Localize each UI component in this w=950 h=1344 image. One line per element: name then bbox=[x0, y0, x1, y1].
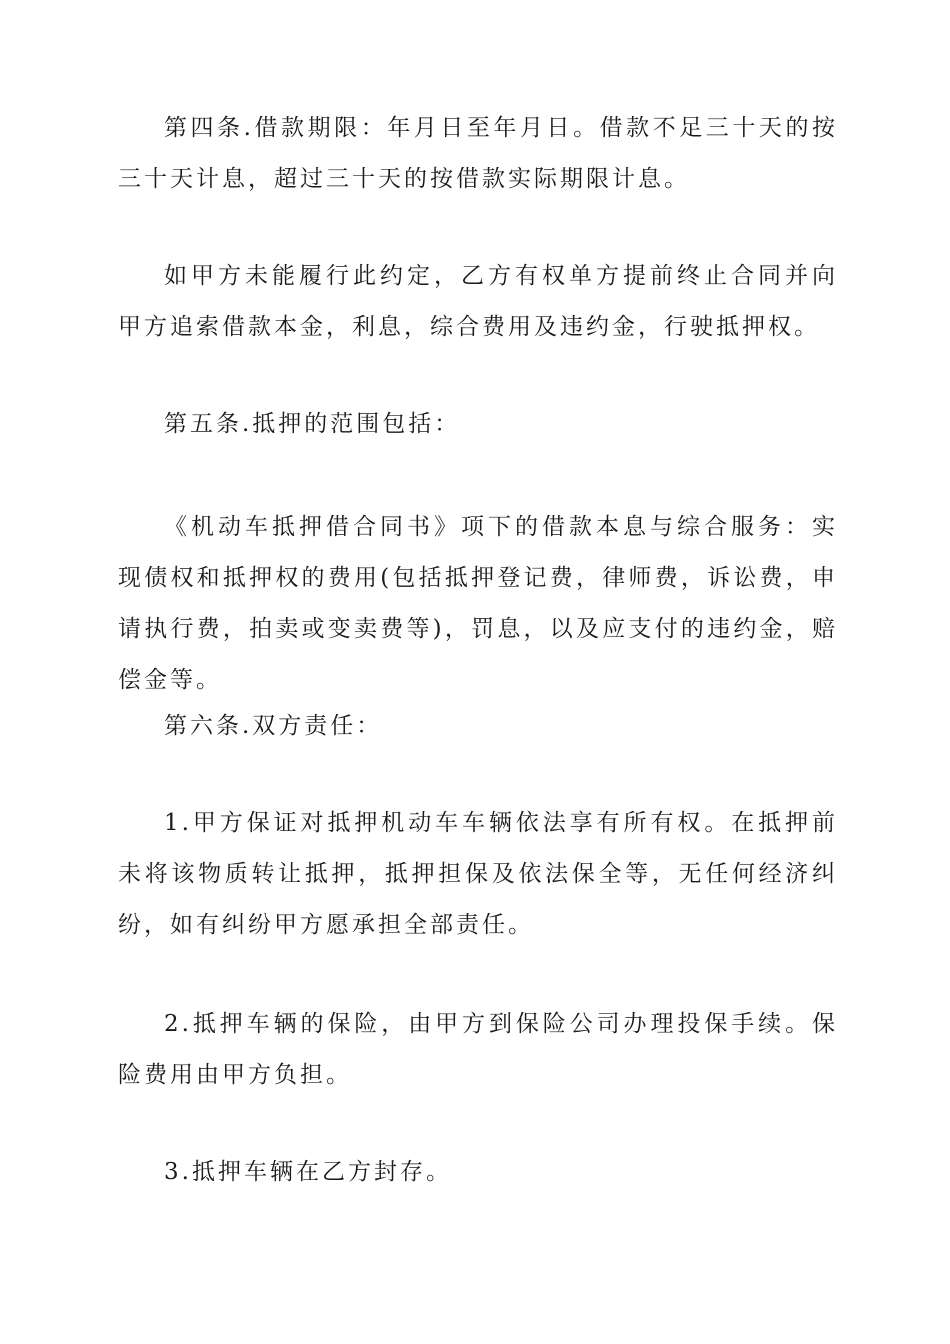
responsibility-item-2: 2.抵押车辆的保险，由甲方到保险公司办理投保手续。保险费用由甲方负担。 bbox=[118, 1011, 838, 1088]
responsibility-item-1: 1.甲方保证对抵押机动车车辆依法享有所有权。在抵押前未将该物质转让抵押，抵押担保及依法保全等，无任何经济纠纷，如有纠纷甲方愿承担全部责任。 bbox=[118, 810, 838, 938]
article-4-loan-term: 第四条.借款期限：年月日至年月日。借款不足三十天的按三十天计息，超过三十天的按借款实际期限计息。 bbox=[118, 115, 838, 192]
article-6-heading: 第六条.双方责任： bbox=[164, 713, 383, 739]
article-5-heading: 第五条.抵押的范围包括： bbox=[164, 411, 461, 437]
breach-termination-clause: 如甲方未能履行此约定，乙方有权单方提前终止合同并向甲方追索借款本金，利息，综合费用及违约金，行驶抵押权。 bbox=[118, 263, 838, 340]
responsibility-item-3: 3.抵押车辆在乙方封存。 bbox=[164, 1159, 452, 1185]
mortgage-scope-clause: 《机动车抵押借合同书》项下的借款本息与综合服务：实现债权和抵押权的费用(包括抵押登记费，律师费，诉讼费，申请执行费，拍卖或变卖费等)，罚息，以及应支付的违约金，赔偿金等。 bbox=[118, 514, 838, 693]
